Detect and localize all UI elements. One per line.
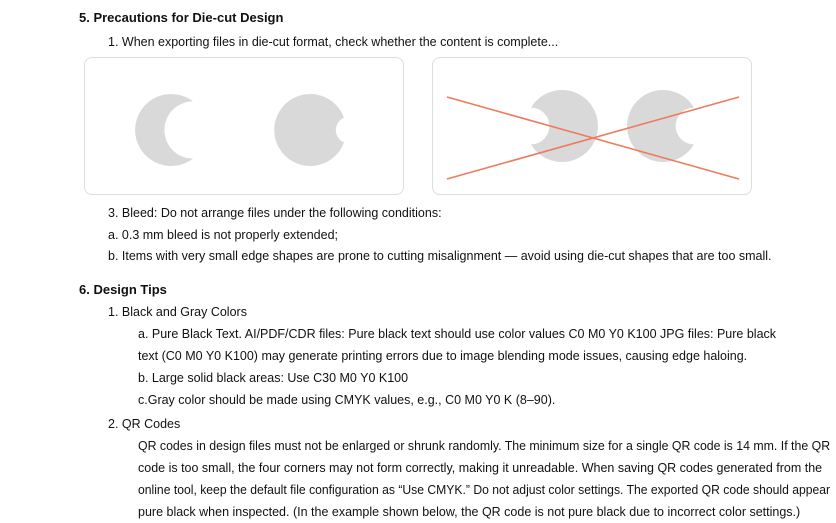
- tip-1-item-c: c.Gray color should be made using CMYK values, e.g., C0 M0 Y0 K (8–90).: [138, 393, 556, 407]
- qr-paragraph-line-2: code is too small, the four corners may not form correctly, making it unreadable. When saving QR codes generated from the: [138, 461, 823, 475]
- section-5-heading: 5. Precautions for Die-cut Design: [79, 10, 284, 25]
- tip-1-item-b: b. Large solid black areas: Use C30 M0 Y0 K100: [138, 371, 409, 385]
- section-5-item-b: b. Items with very small edge shapes are prone to cutting misalignment — avoid using die-cut shapes that are too small.: [108, 249, 772, 263]
- diecut-shape-right: [274, 94, 344, 166]
- tip-1-item-a-line-2: text (C0 M0 Y0 K100) may generate printing errors due to image blending mode issues, causing edge haloing.: [138, 349, 748, 363]
- qr-paragraph-line-4: pure black when inspected. (In the example shown below, the QR code is not pure black due to incorrect color settings.): [138, 505, 801, 519]
- section-5-item-1: 1. When exporting files in die-cut format, check whether the content is complete...: [108, 35, 559, 49]
- diecut-shape-left: [531, 90, 598, 162]
- tip-1-item-a-line-1: a. Pure Black Text. AI/PDF/CDR files: Pure black text should use color values C0 M0 Y0 K100 JPG files: Pure black: [138, 327, 777, 341]
- diecut-incorrect-example: [432, 57, 752, 195]
- design-tip-2-title: 2. QR Codes: [108, 417, 181, 431]
- section-5-item-a: a. 0.3 mm bleed is not properly extended;: [108, 228, 338, 242]
- diecut-correct-illustration: [85, 58, 403, 194]
- diecut-correct-example: [84, 57, 404, 195]
- diecut-shape-left: [135, 94, 193, 166]
- diecut-incorrect-illustration: [433, 58, 751, 194]
- qr-paragraph-line-1: QR codes in design files must not be enlarged or shrunk randomly. The minimum size for a single QR code is 14 mm. If the QR: [138, 439, 831, 453]
- section-6-heading: 6. Design Tips: [79, 282, 167, 297]
- design-tip-1-title: 1. Black and Gray Colors: [108, 305, 247, 319]
- qr-paragraph-line-3: online tool, keep the default file configuration as “Use CMYK.” Do not adjust color settings. The exported QR code should appear: [138, 483, 831, 497]
- section-5-item-3: 3. Bleed: Do not arrange files under the following conditions:: [108, 206, 442, 220]
